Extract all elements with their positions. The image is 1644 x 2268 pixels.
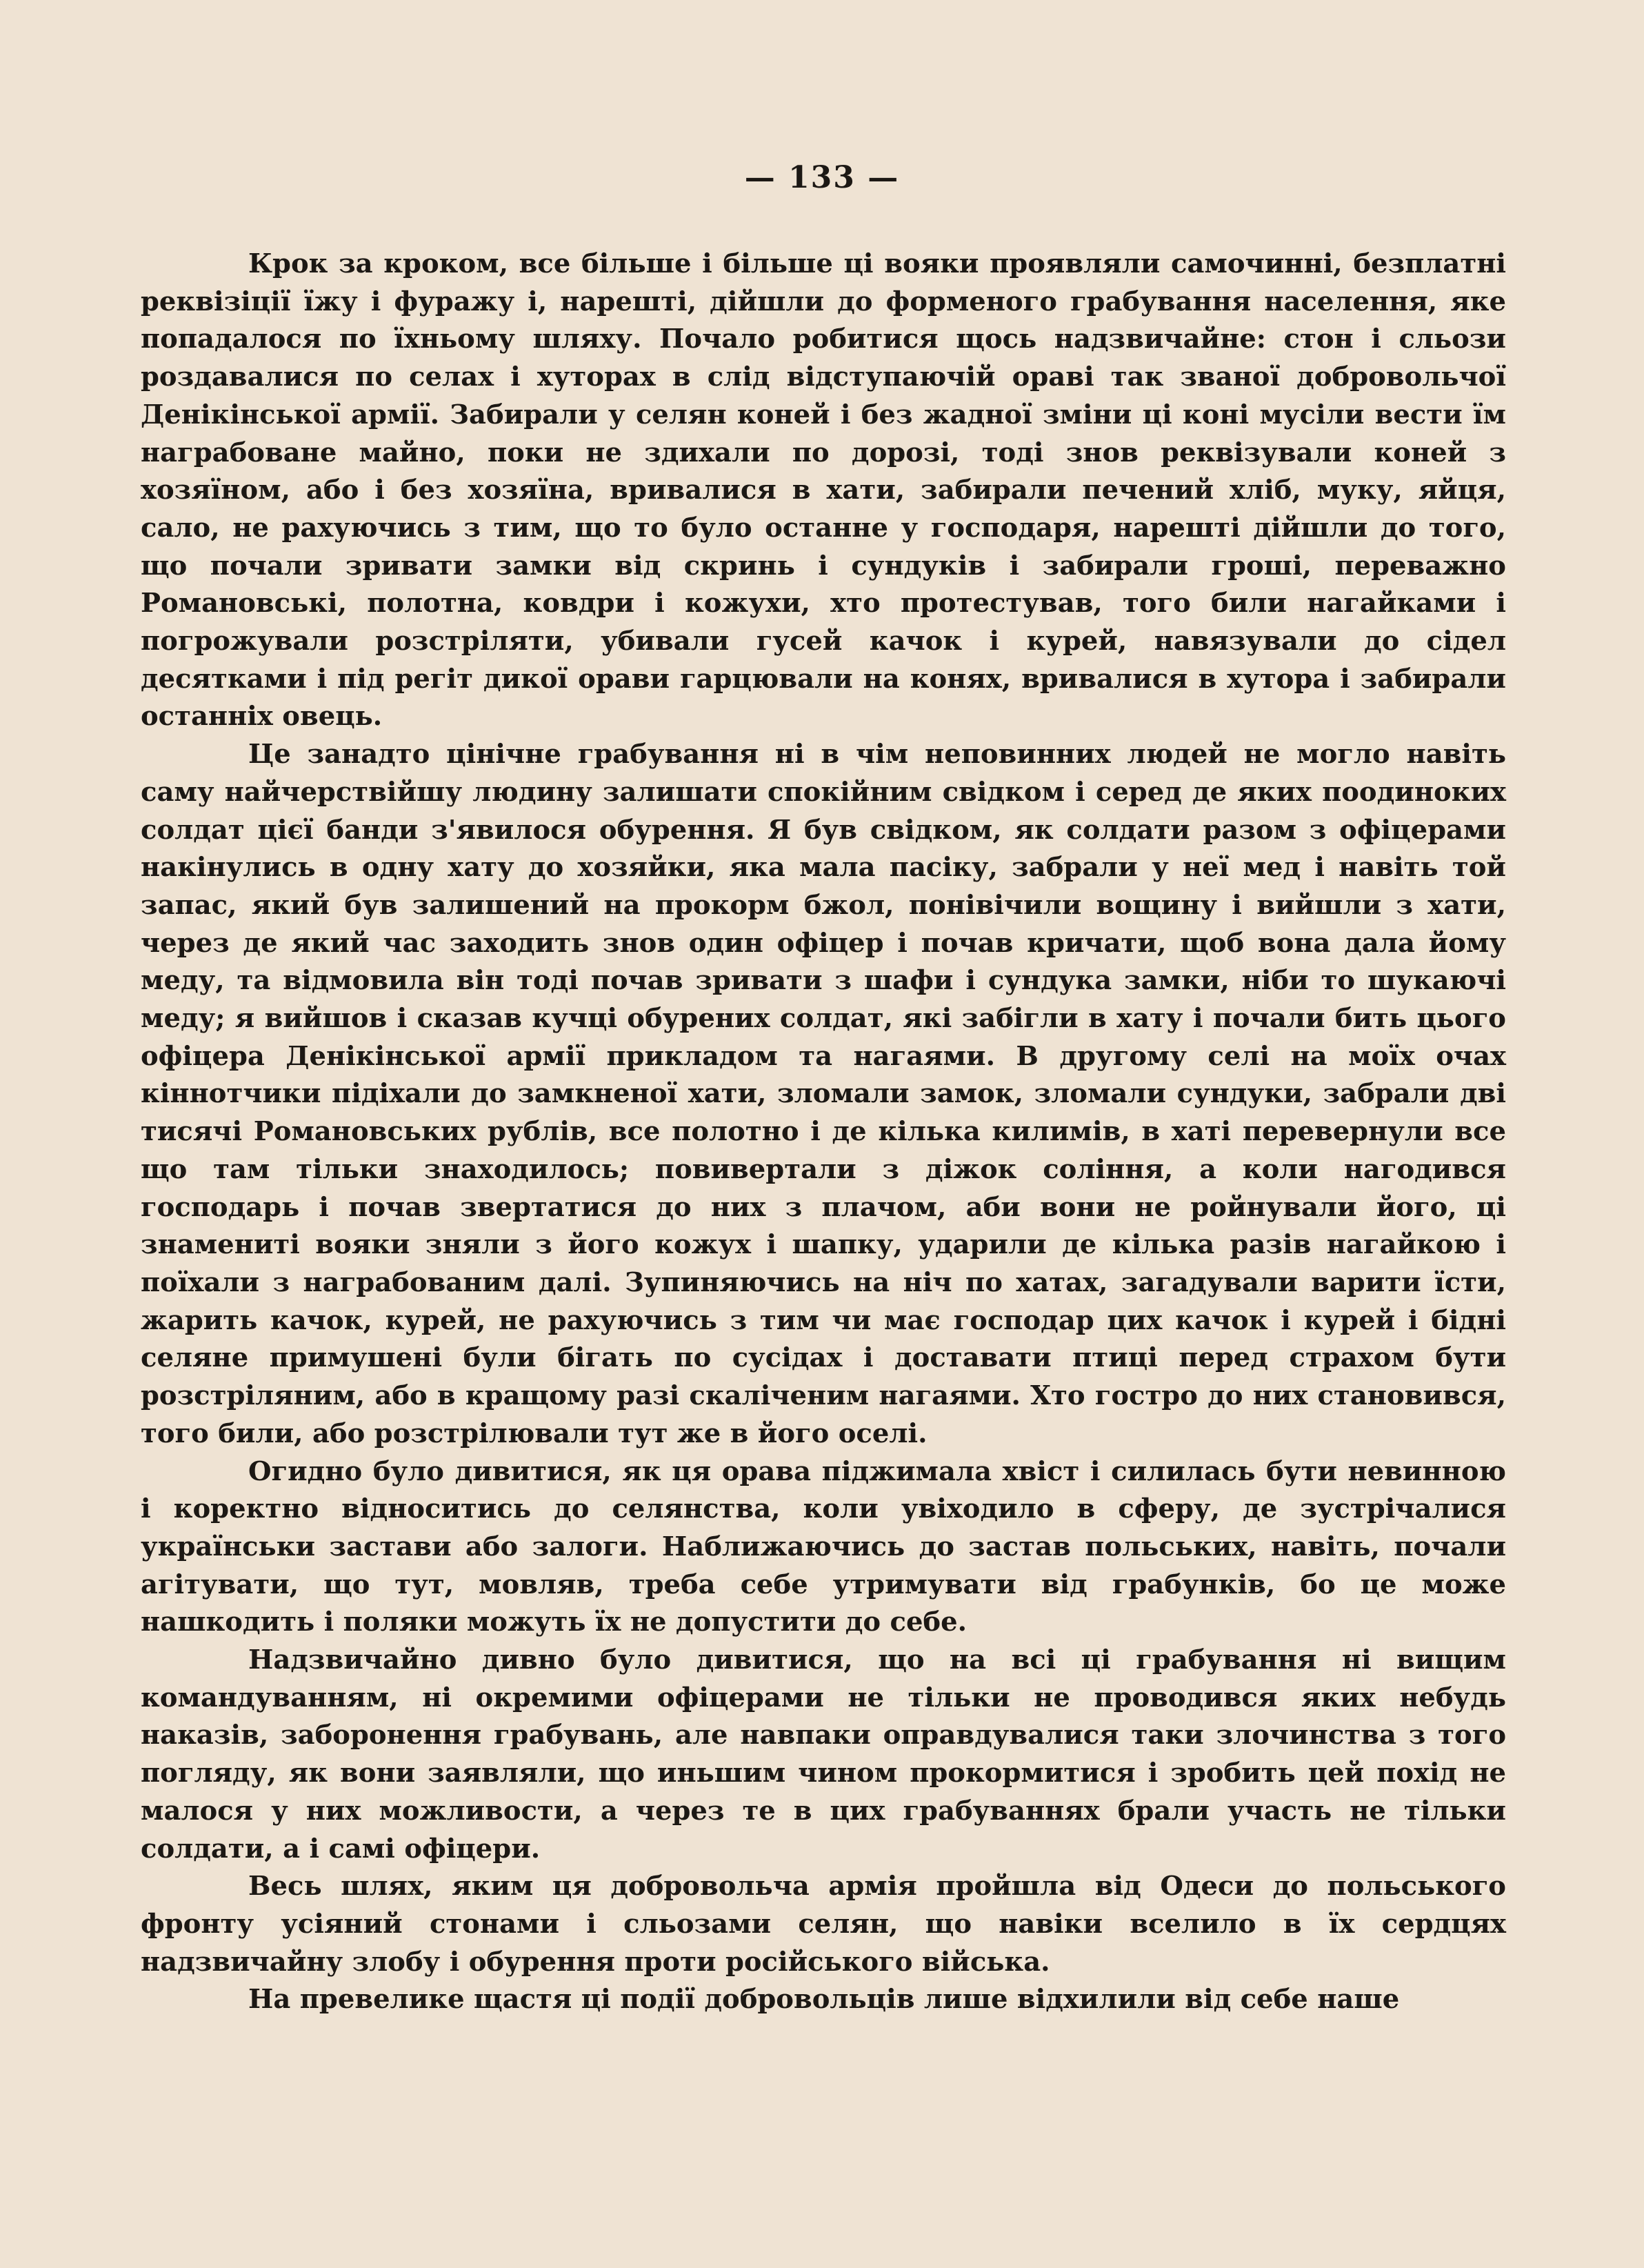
paragraph-path-to-front: Весь шлях, яким ця добровольча армія пройшла від Одеси до польського фронту усіяний стонами і сльозами селян, що навіки вселило в їх сердцях надзвичайну злобу і обурення проти російського війська. xyxy=(141,1871,1506,1978)
paragraph-requisitions: Крок за кроком, все більше і більше ці вояки проявляли самочинні, безплатні реквізіції їжу і фуражу і, нарешті, дійшли до форменого грабування населення, яке попадалося по їхньому шляху. Почало робитися щось надзвичайне: стон і сльози роздавалися по селах і хуторах в слід відступаючій ораві так званої добровольчої Денікінської армії. Забирали у селян коней і без жадної зміни ці коні мусіли вести їм награбоване майно, поки не здихали по дорозі, тоді знов реквізували коней з хозяїном, або і без хозяїна, вривалися в хати, забирали печений хліб, муку, яйця, сало, не рахуючись з тим, що то було останне у господаря, нарешті дійшли до того, що почали зривати замки від скринь і сундуків і забирали гроші, переважно Романовські, полотна, ковдри і кожухи, хто протестував, того били нагайками і погрожували розстріляти, убивали гусей качок і курей, навязували до сідел десятками і під регіт дикої орави гарцювали на конях, вривалися в хутора і забирали останніх овець. xyxy=(141,248,1506,733)
paragraph-command-inaction: Надзвичайно дивно було дивитися, що на всі ці грабування ні вищим командуванням, ні окремими офіцерами не тільки не проводився яких небудь наказів, заборонення грабувань, але навпаки оправдувалися таки злочинства з того погляду, як вони заявляли, що иньшим чином прокормитися і зробить цей похід не малося у них можливости, а через те в цих грабуваннях брали участь не тільки солдати, а і самі офіцери. xyxy=(141,1644,1506,1864)
paragraph-polish-outposts: Огидно було дивитися, як ця орава піджимала хвіст і силилась бути невинною і коректно відноситись до селянства, коли увіходило в сферу, де зустрічалися українськи застави або залоги. Наближаючись до застав польських, навіть, почали агітувати, що тут, мовляв, треба себе утримувати від грабунків, бо це може нашкодить і поляки можуть їх не допустити до себе. xyxy=(141,1455,1506,1638)
body-text xyxy=(141,246,1506,2019)
paragraph-fortunately: На превелике щастя ці події добровольців лише відхилили від себе наше xyxy=(248,1984,1400,2016)
paragraph-robbery-witness: Це занадто цінічне грабування ні в чім неповинних людей не могло навіть саму найчерствійшу людину залишати спокійним свідком і серед де яких поодиноких солдат цієї банди з'явилося обурення. Я був свідком, як солдати разом з офіцерами накінулись в одну хату до хозяйки, яка мала пасіку, забрали у неї мед і навіть той запас, який був залишений на прокорм бжол, понівічили вощину і вийшли з хати, через де який час заходить знов один офіцер і почав кричати, щоб вона дала йому меду, та відмовила він тоді почав зривати з шафи і сундука замки, ніби то шукаючі меду; я вийшов і сказав кучці обурених солдат, які забігли в хату і почали бить цього офіцера Денікінської армії прикладом та нагаями. В другому селі на моїх очах кіннотчики підіхали до замкненої хати, зломали замок, зломали сундуки, забрали дві тисячі Романовських рублів, все полотно і де кілька килимів, в хаті перевернули все що там тільки знаходилось; повивертали з діжок соління, а коли нагодився господарь і почав звертатися до них з плачом, аби вони не ройнували його, ці знамениті вояки зняли з його кожух і шапку, ударили де кілька разів нагайкою і поїхали з награбованим далі. Зупиняючись на ніч по хатах, загадували варити їсти, жарить качок, курей, не рахуючись з тим чи має господар цих качок і курей і бідні селяне примушені були бігать по сусідах і доставати птиці перед страхом бути розстріляним, або в кращому разі скаліченим нагаями. Хто гостро до них становився, того били, або розстрілювали тут же в його оселі. xyxy=(141,739,1506,1449)
page-number: — 133 — xyxy=(744,160,900,195)
